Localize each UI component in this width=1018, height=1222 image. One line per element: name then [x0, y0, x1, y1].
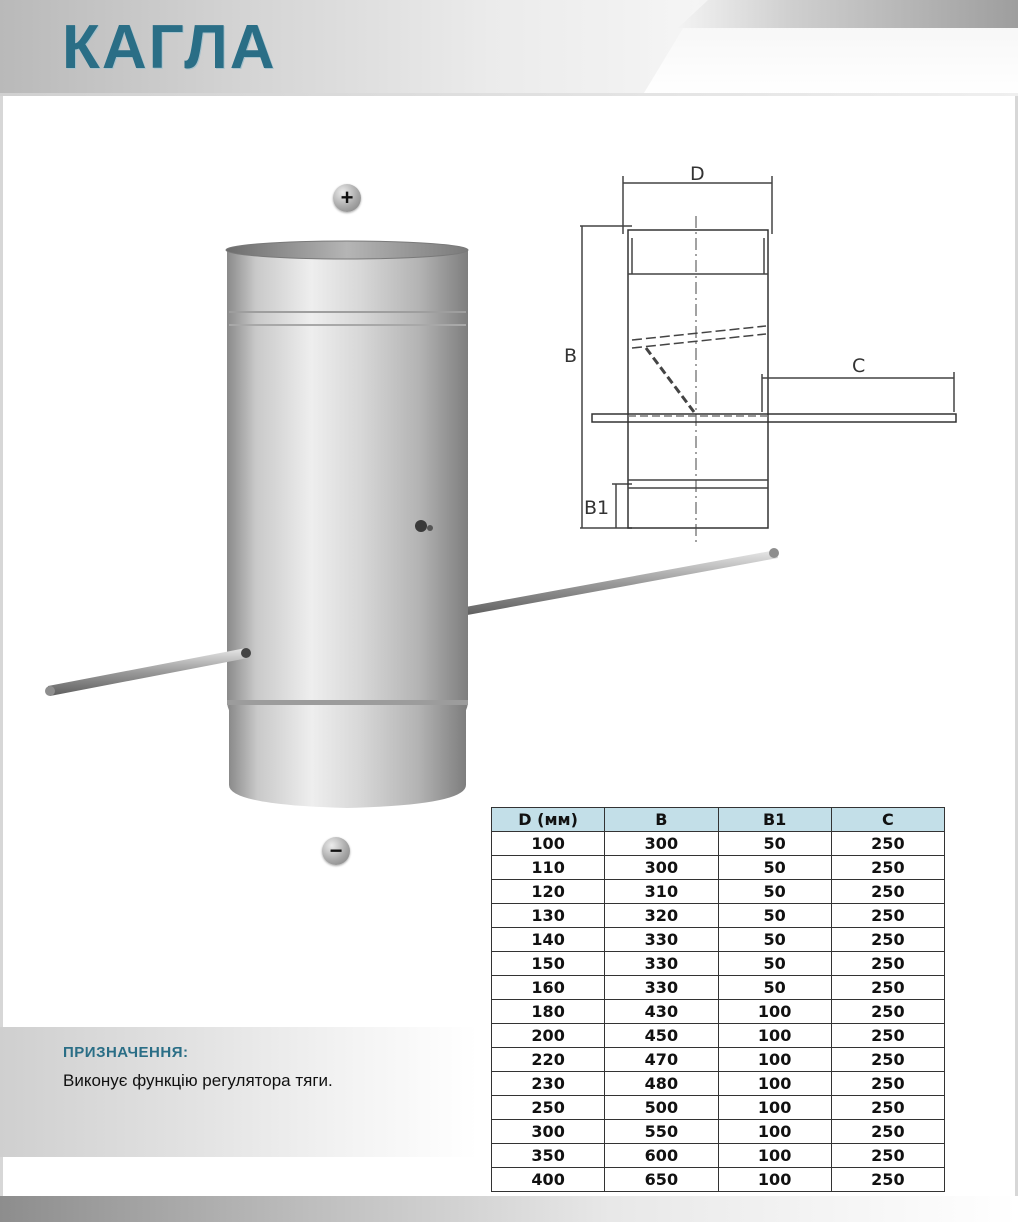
cell-b1: 100: [718, 1072, 831, 1096]
cell-d: 150: [492, 952, 605, 976]
cell-b: 550: [605, 1120, 718, 1144]
table-row: [492, 1072, 945, 1096]
damper-pipe-image: [0, 160, 560, 880]
header-b: B: [605, 808, 718, 832]
header-d: D (мм): [492, 808, 605, 832]
cell-d: 130: [492, 904, 605, 928]
cell-b1: 50: [718, 904, 831, 928]
label-d: D: [690, 163, 705, 185]
cell-b1: 100: [718, 1024, 831, 1048]
table-row: [492, 904, 945, 928]
cell-b: 300: [605, 856, 718, 880]
cell-d: 100: [492, 832, 605, 856]
cell-b: 320: [605, 904, 718, 928]
cell-c: 250: [831, 1096, 944, 1120]
cell-c: 250: [831, 952, 944, 976]
cell-c: 250: [831, 1000, 944, 1024]
product-illustration: [0, 160, 560, 880]
page-title: КАГЛА: [62, 13, 277, 82]
plus-badge-icon: +: [333, 184, 361, 212]
cell-b: 450: [605, 1024, 718, 1048]
table-row: [492, 1168, 945, 1192]
cell-c: 250: [831, 1144, 944, 1168]
cell-b: 430: [605, 1000, 718, 1024]
table-row: [492, 880, 945, 904]
cell-b1: 50: [718, 880, 831, 904]
cell-b: 500: [605, 1096, 718, 1120]
dimension-drawing: [564, 150, 990, 570]
cell-b: 310: [605, 880, 718, 904]
cell-c: 250: [831, 1168, 944, 1192]
cell-d: 230: [492, 1072, 605, 1096]
table-row: [492, 928, 945, 952]
header-c: C: [831, 808, 944, 832]
table-body: [492, 832, 945, 1192]
cell-b1: 50: [718, 952, 831, 976]
cell-c: 250: [831, 880, 944, 904]
header-underline: [0, 93, 1018, 96]
cell-d: 350: [492, 1144, 605, 1168]
cell-c: 250: [831, 976, 944, 1000]
table-row: [492, 832, 945, 856]
cell-b1: 100: [718, 1048, 831, 1072]
label-b1: B1: [584, 497, 610, 519]
cell-b1: 100: [718, 1120, 831, 1144]
table-header-row: [492, 808, 945, 832]
cell-b1: 100: [718, 1096, 831, 1120]
table-row: [492, 1000, 945, 1024]
cell-d: 110: [492, 856, 605, 880]
cell-b1: 50: [718, 976, 831, 1000]
dimensions-table: [491, 807, 945, 1192]
header-b1: B1: [718, 808, 831, 832]
cell-b: 480: [605, 1072, 718, 1096]
cell-b: 600: [605, 1144, 718, 1168]
table-row: [492, 1024, 945, 1048]
cell-b1: 50: [718, 856, 831, 880]
cell-c: 250: [831, 856, 944, 880]
table-row: [492, 1144, 945, 1168]
table-row: [492, 976, 945, 1000]
cell-c: 250: [831, 1048, 944, 1072]
footer-band: [0, 1196, 1018, 1222]
purpose-heading: ПРИЗНАЧЕННЯ:: [63, 1044, 189, 1061]
cell-b1: 100: [718, 1168, 831, 1192]
cell-d: 250: [492, 1096, 605, 1120]
cell-c: 250: [831, 928, 944, 952]
cell-b: 330: [605, 952, 718, 976]
cell-b: 470: [605, 1048, 718, 1072]
table-row: [492, 1120, 945, 1144]
cell-d: 160: [492, 976, 605, 1000]
cell-b: 330: [605, 976, 718, 1000]
cell-b1: 100: [718, 1000, 831, 1024]
table-row: [492, 856, 945, 880]
cell-c: 250: [831, 1120, 944, 1144]
cell-d: 400: [492, 1168, 605, 1192]
table-row: [492, 952, 945, 976]
cell-b1: 50: [718, 832, 831, 856]
cell-d: 300: [492, 1120, 605, 1144]
table-row: [492, 1048, 945, 1072]
table-row: [492, 1096, 945, 1120]
cell-b1: 100: [718, 1144, 831, 1168]
cell-b: 300: [605, 832, 718, 856]
cell-d: 140: [492, 928, 605, 952]
minus-badge-icon: −: [322, 837, 350, 865]
purpose-text: Виконує функцію регулятора тяги.: [63, 1071, 333, 1090]
dimension-diagram: [564, 150, 990, 570]
cell-b: 330: [605, 928, 718, 952]
header: [0, 0, 1018, 96]
cell-b: 650: [605, 1168, 718, 1192]
cell-b1: 50: [718, 928, 831, 952]
label-b: B: [564, 345, 578, 367]
cell-c: 250: [831, 904, 944, 928]
cell-d: 120: [492, 880, 605, 904]
cell-d: 180: [492, 1000, 605, 1024]
cell-d: 200: [492, 1024, 605, 1048]
cell-d: 220: [492, 1048, 605, 1072]
cell-c: 250: [831, 1072, 944, 1096]
label-c: C: [852, 355, 866, 377]
cell-c: 250: [831, 832, 944, 856]
cell-c: 250: [831, 1024, 944, 1048]
